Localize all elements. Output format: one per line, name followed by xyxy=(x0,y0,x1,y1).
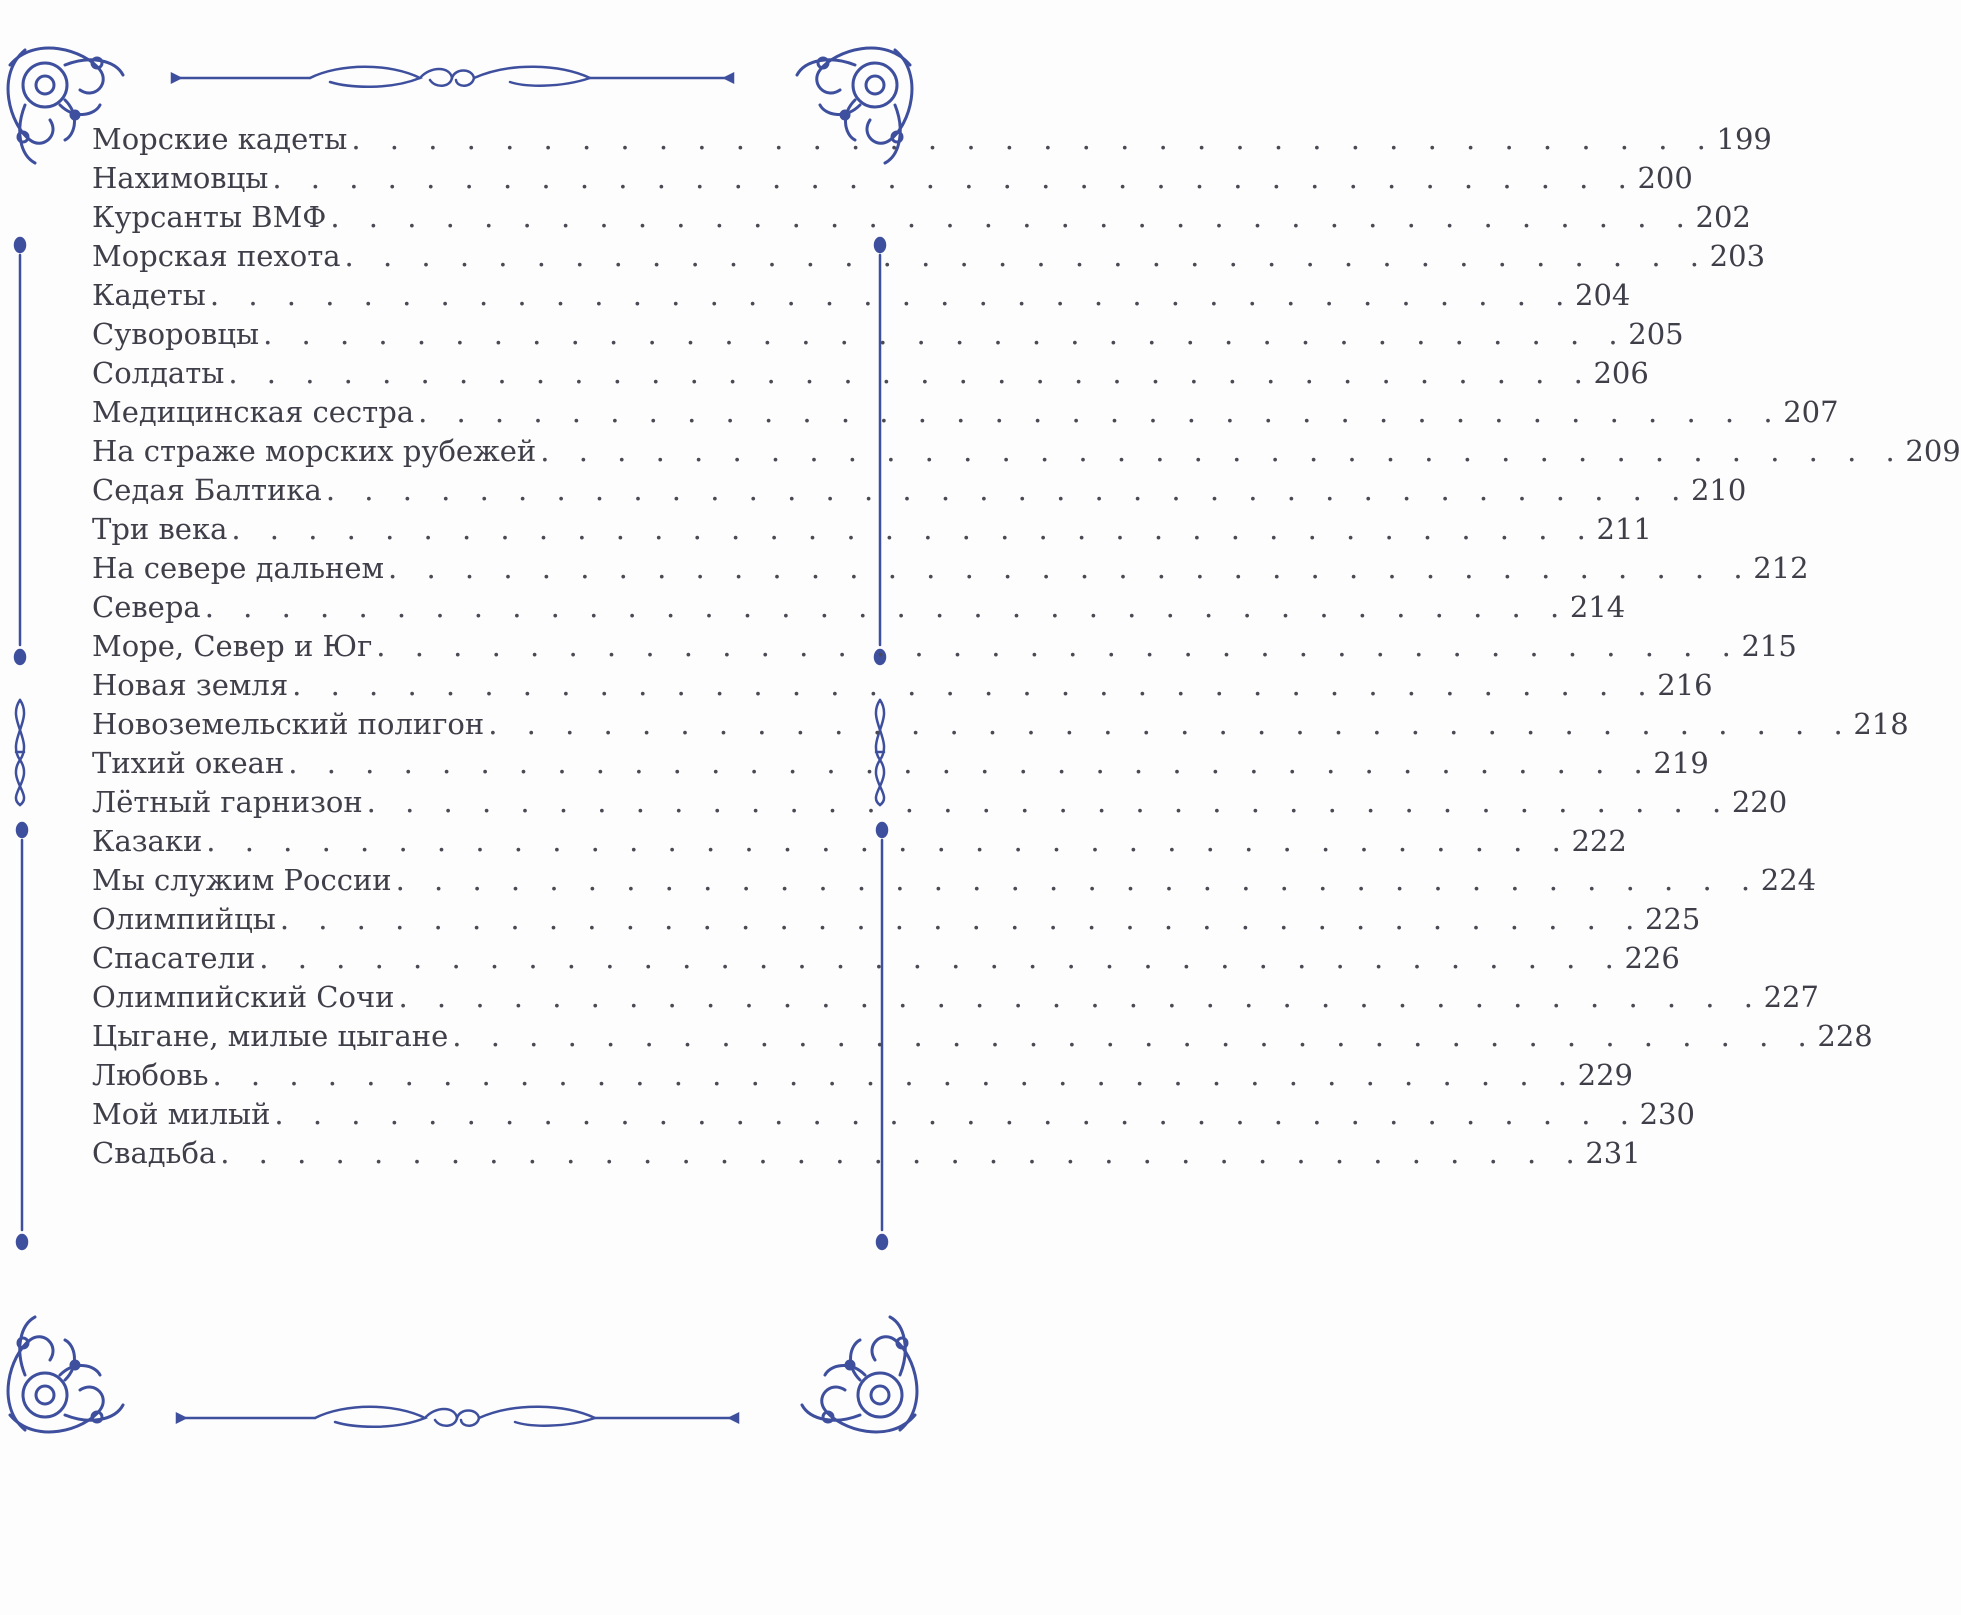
toc-leader-dots: . . . . . . . . . . . . . . . . . . . . . . . . . . . . . . . . . . . . xyxy=(452,1019,1817,1053)
table-of-contents xyxy=(92,120,1961,1173)
toc-entry[interactable] xyxy=(92,861,1817,900)
toc-entry-title: Новая земля xyxy=(92,668,289,702)
toc-entry[interactable] xyxy=(92,900,1701,939)
toc-entry-title: Седая Балтика xyxy=(92,473,322,507)
toc-entry[interactable] xyxy=(92,978,1819,1017)
toc-entry-title: Лётный гарнизон xyxy=(92,785,363,819)
toc-entry[interactable] xyxy=(92,666,1713,705)
toc-leader-dots: . . . . . . . . . . . . . . . . . . . . . . . . . . . . . . . . . . . . xyxy=(344,239,1710,273)
toc-entry-page: 212 xyxy=(1753,551,1809,585)
toc-entry-title: Спасатели xyxy=(92,941,256,975)
toc-leader-dots: . . . . . . . . . . . . . . . . . . . . . . . . . . . . . . . . . . . . xyxy=(330,200,1695,234)
toc-leader-dots: . . . . . . . . . . . . . . . . . . . . . . . . . . . . . . . . . . . . xyxy=(398,980,1763,1014)
toc-leader-dots: . . . . . . . . . . . . . . . . . . . . . . . . . . . . . . . . . . . . xyxy=(263,317,1628,351)
toc-entry[interactable] xyxy=(92,1056,1633,1095)
toc-entry[interactable] xyxy=(92,705,1909,744)
toc-entry[interactable] xyxy=(92,1095,1695,1134)
toc-leader-dots: . . . . . . . . . . . . . . . . . . . . . . . . . . . . . . . . . . . . xyxy=(209,278,1575,312)
toc-entry-page: 230 xyxy=(1639,1097,1695,1131)
toc-entry-title: На севере дальнем xyxy=(92,551,385,585)
toc-entry[interactable] xyxy=(92,549,1809,588)
toc-entry[interactable] xyxy=(92,822,1627,861)
toc-entry-page: 206 xyxy=(1593,356,1649,390)
toc-entry-page: 214 xyxy=(1569,590,1626,624)
toc-entry[interactable] xyxy=(92,393,1839,432)
toc-entry-page: 227 xyxy=(1763,980,1819,1014)
toc-entry-page: 203 xyxy=(1709,239,1766,273)
toc-entry[interactable] xyxy=(92,471,1747,510)
toc-entry-page: 215 xyxy=(1741,629,1797,663)
toc-entry-title: Нахимовцы xyxy=(92,161,269,195)
toc-entry[interactable] xyxy=(92,237,1766,276)
toc-leader-dots: . . . . . . . . . . . . . . . . . . . . . . . . . . . . . . . . . . . . xyxy=(540,434,1905,468)
toc-leader-dots: . . . . . . . . . . . . . . . . . . . . . . . . . . . . . . . . . . . . xyxy=(279,902,1645,936)
toc-leader-dots: . . . . . . . . . . . . . . . . . . . . . . . . . . . . . . . . . . . . xyxy=(206,824,1571,858)
toc-entry-title: Медицинская сестра xyxy=(92,395,415,429)
toc-entry-title: Новоземельский полигон xyxy=(92,707,485,741)
toc-leader-dots: . . . . . . . . . . . . . . . . . . . . . . . . . . . . . . . . . . . . xyxy=(204,590,1570,624)
toc-leader-dots: . . . . . . . . . . . . . . . . . . . . . . . . . . . . . . . . . . . . xyxy=(418,395,1783,429)
toc-entry[interactable] xyxy=(92,198,1751,237)
toc-entry[interactable] xyxy=(92,510,1652,549)
toc-leader-dots: . . . . . . . . . . . . . . . . . . . . . . . . . . . . . . . . . . . . xyxy=(351,122,1716,156)
toc-entry-page: 211 xyxy=(1596,512,1652,546)
toc-entry[interactable] xyxy=(92,120,1772,159)
toc-entry[interactable] xyxy=(92,627,1797,666)
toc-entry-title: Курсанты ВМФ xyxy=(92,200,327,234)
toc-leader-dots: . . . . . . . . . . . . . . . . . . . . . . . . . . . . . . . . . . . . xyxy=(366,785,1732,819)
toc-entry[interactable] xyxy=(92,783,1788,822)
toc-entry-page: 200 xyxy=(1637,161,1693,195)
toc-entry-title: На страже морских рубежей xyxy=(92,434,537,468)
toc-entry-page: 224 xyxy=(1760,863,1817,897)
toc-entry-title: Мы служим России xyxy=(92,863,392,897)
toc-leader-dots: . . . . . . . . . . . . . . . . . . . . . . . . . . . . . . . . . . . . xyxy=(259,941,1624,975)
toc-entry-page: 228 xyxy=(1817,1019,1873,1053)
toc-leader-dots: . . . . . . . . . . . . . . . . . . . . . . . . . . . . . . . . . . . . xyxy=(212,1058,1577,1092)
toc-leader-dots: . . . . . . . . . . . . . . . . . . . . . . . . . . . . . . . . . . . . xyxy=(288,746,1653,780)
toc-entry[interactable] xyxy=(92,1134,1641,1173)
toc-entry[interactable] xyxy=(92,315,1684,354)
toc-leader-dots: . . . . . . . . . . . . . . . . . . . . . . . . . . . . . . . . . . . . xyxy=(274,1097,1639,1131)
toc-entry-page: 216 xyxy=(1657,668,1713,702)
toc-entry[interactable] xyxy=(92,159,1693,198)
toc-entry-page: 199 xyxy=(1716,122,1772,156)
toc-leader-dots: . . . . . . . . . . . . . . . . . . . . . . . . . . . . . . . . . . . . xyxy=(228,356,1593,390)
toc-entry[interactable] xyxy=(92,744,1709,783)
toc-entry-title: Тихий океан xyxy=(92,746,285,780)
toc-entry-page: 210 xyxy=(1690,473,1747,507)
toc-leader-dots: . . . . . . . . . . . . . . . . . . . . . . . . . . . . . . . . . . . . xyxy=(272,161,1637,195)
toc-entry-page: 229 xyxy=(1577,1058,1633,1092)
toc-entry-title: Морские кадеты xyxy=(92,122,348,156)
toc-entry[interactable] xyxy=(92,432,1961,471)
toc-entry-page: 222 xyxy=(1571,824,1627,858)
toc-entry[interactable] xyxy=(92,939,1680,978)
toc-entry-page: 207 xyxy=(1783,395,1839,429)
toc-entry-page: 231 xyxy=(1585,1136,1641,1170)
toc-entry-title: Любовь xyxy=(92,1058,209,1092)
toc-entry-page: 219 xyxy=(1653,746,1709,780)
toc-leader-dots: . . . . . . . . . . . . . . . . . . . . . . . . . . . . . . . . . . . . xyxy=(376,629,1741,663)
toc-entry-page: 204 xyxy=(1575,278,1631,312)
toc-entry[interactable] xyxy=(92,1017,1873,1056)
toc-leader-dots: . . . . . . . . . . . . . . . . . . . . . . . . . . . . . . . . . . . . xyxy=(488,707,1853,741)
toc-entry-page: 225 xyxy=(1644,902,1701,936)
toc-leader-dots: . . . . . . . . . . . . . . . . . . . . . . . . . . . . . . . . . . . . xyxy=(220,1136,1585,1170)
toc-entry-title: Казаки xyxy=(92,824,203,858)
toc-leader-dots: . . . . . . . . . . . . . . . . . . . . . . . . . . . . . . . . . . . . xyxy=(395,863,1761,897)
toc-leader-dots: . . . . . . . . . . . . . . . . . . . . . . . . . . . . . . . . . . . . xyxy=(388,551,1753,585)
toc-entry-title: Свадьба xyxy=(92,1136,217,1170)
toc-entry-title: Морская пехота xyxy=(92,239,341,273)
toc-entry-page: 226 xyxy=(1624,941,1680,975)
toc-leader-dots: . . . . . . . . . . . . . . . . . . . . . . . . . . . . . . . . . . . . xyxy=(292,668,1657,702)
toc-entry-title: Кадеты xyxy=(92,278,206,312)
toc-entry-title: Цыгане, милые цыгане xyxy=(92,1019,449,1053)
toc-entry-title: Мой милый xyxy=(92,1097,271,1131)
toc-entry-title: Суворовцы xyxy=(92,317,260,351)
toc-entry-title: Олимпийский Сочи xyxy=(92,980,395,1014)
toc-entry-page: 205 xyxy=(1628,317,1684,351)
toc-entry-title: Три века xyxy=(92,512,228,546)
toc-entry-page: 209 xyxy=(1905,434,1961,468)
toc-entry[interactable] xyxy=(92,276,1631,315)
toc-entry-page: 220 xyxy=(1731,785,1788,819)
toc-entry-page: 202 xyxy=(1695,200,1751,234)
toc-entry[interactable] xyxy=(92,588,1626,627)
toc-leader-dots: . . . . . . . . . . . . . . . . . . . . . . . . . . . . . . . . . . . . xyxy=(325,473,1691,507)
toc-entry-title: Море, Север и Юг xyxy=(92,629,373,663)
toc-leader-dots: . . . . . . . . . . . . . . . . . . . . . . . . . . . . . . . . . . . . xyxy=(231,512,1596,546)
toc-entry-page: 218 xyxy=(1853,707,1909,741)
toc-entry[interactable] xyxy=(92,354,1649,393)
toc-entry-title: Севера xyxy=(92,590,201,624)
toc-entry-title: Солдаты xyxy=(92,356,225,390)
toc-entry-title: Олимпийцы xyxy=(92,902,276,936)
